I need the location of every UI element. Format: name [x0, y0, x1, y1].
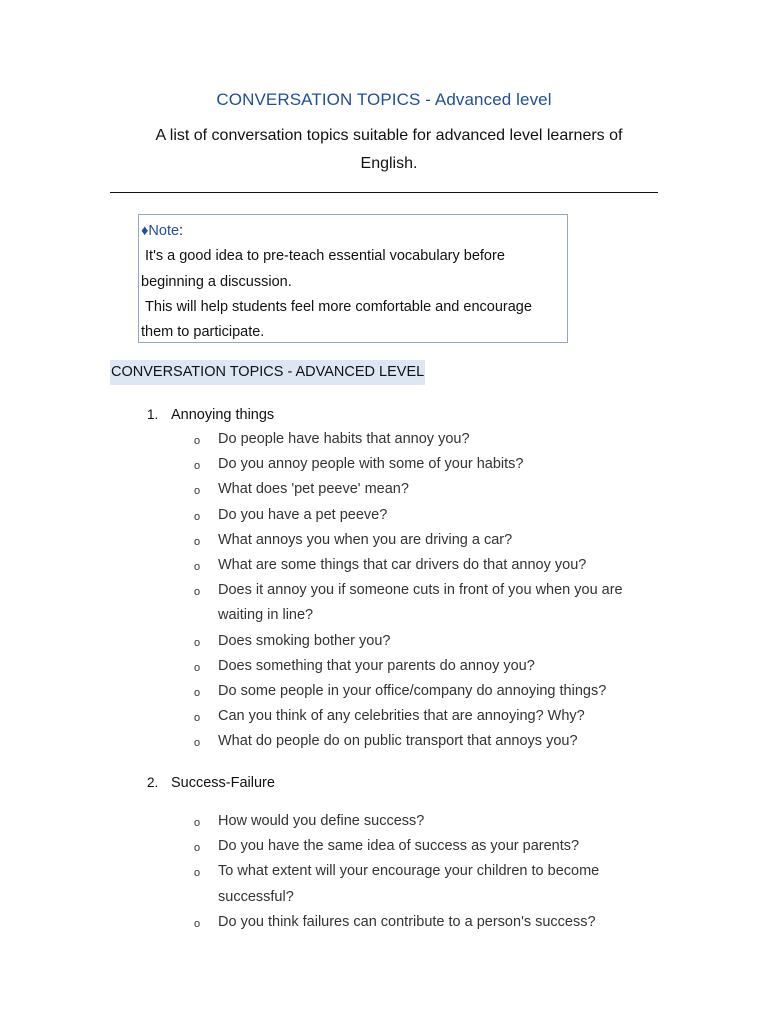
topic-heading: [147, 770, 275, 796]
list-item: [194, 477, 664, 502]
list-item: [194, 503, 664, 528]
list-item: [194, 578, 664, 628]
bullet-icon: o: [194, 687, 201, 700]
list-item: [194, 729, 664, 754]
topic-heading: [147, 402, 274, 428]
list-item: [194, 629, 664, 654]
question-text: What annoys you when you are driving a car?: [218, 531, 513, 548]
list-item: [194, 528, 664, 553]
diamond-icon: ♦: [141, 223, 149, 239]
question-text: What does 'pet peeve' mean?: [218, 481, 409, 498]
topic-title: Success-Failure: [171, 775, 275, 791]
list-item: [194, 654, 664, 679]
document-subtitle: A list of conversation topics suitable for advanced level learners of English.: [155, 127, 623, 172]
bullet-icon: o: [194, 510, 201, 523]
question-text: Do people have habits that annoy you?: [218, 431, 470, 447]
topic-title: Annoying things: [171, 407, 275, 423]
bullet-icon: o: [194, 561, 201, 574]
question-text: Can you think of any celebrities that are annoying? Why?: [218, 708, 585, 725]
question-text: Do you annoy people with some of your habits?: [218, 456, 524, 473]
bullet-icon: o: [194, 842, 201, 855]
bullet-icon: o: [194, 737, 201, 750]
note-box: [138, 214, 568, 343]
document-title: CONVERSATION TOPICS - Advanced level: [216, 90, 552, 109]
bullet-icon: o: [194, 485, 201, 498]
question-text: Do you have a pet peeve?: [218, 506, 388, 523]
question-text: Do some people in your office/company do annoying things?: [218, 683, 607, 700]
note-line: This will help students feel more comfortable and encourage them to participate.: [141, 298, 536, 341]
bullet-icon: o: [194, 917, 201, 930]
horizontal-rule: [110, 192, 658, 193]
note-colon: :: [179, 223, 184, 239]
question-list: [194, 427, 664, 755]
question-text: What are some things that car drivers do that annoy you?: [218, 557, 587, 574]
list-item: [194, 679, 664, 704]
question-text: What do people do on public transport that annoys you?: [218, 733, 578, 750]
topic-number: 2.: [147, 775, 159, 790]
topic-number: 1.: [147, 407, 159, 422]
list-item: [194, 834, 664, 859]
list-item: [194, 452, 664, 477]
note-line: It's a good idea to pre-teach essential vocabulary before beginning a discussion.: [141, 248, 509, 290]
question-text: Does smoking bother you?: [218, 632, 391, 649]
question-text: Does it annoy you if someone cuts in front of you when you are waiting in line?: [218, 582, 623, 624]
list-item: [194, 553, 664, 578]
question-text: Does something that your parents do annoy you?: [218, 657, 535, 674]
question-text: How would you define success?: [218, 813, 425, 829]
question-text: Do you think failures can contribute to a person's success?: [218, 913, 596, 930]
list-item: [194, 910, 664, 935]
bullet-icon: o: [194, 867, 201, 880]
question-text: Do you have the same idea of success as your parents?: [218, 838, 580, 855]
bullet-icon: o: [194, 712, 201, 725]
bullet-icon: o: [194, 460, 201, 473]
question-list: [194, 809, 664, 935]
bullet-icon: o: [194, 817, 201, 829]
bullet-icon: o: [194, 435, 201, 447]
question-text: To what extent will your encourage your children to become successful?: [218, 863, 600, 905]
bullet-icon: o: [194, 586, 201, 599]
list-item: [194, 427, 664, 452]
bullet-icon: o: [194, 661, 201, 674]
section-heading: CONVERSATION TOPICS - ADVANCED LEVEL: [110, 360, 425, 385]
note-heading: Note: [148, 223, 180, 239]
bullet-icon: o: [194, 535, 201, 548]
list-item: [194, 859, 664, 909]
list-item: [194, 809, 664, 834]
list-item: [194, 704, 664, 729]
bullet-icon: o: [194, 636, 201, 649]
